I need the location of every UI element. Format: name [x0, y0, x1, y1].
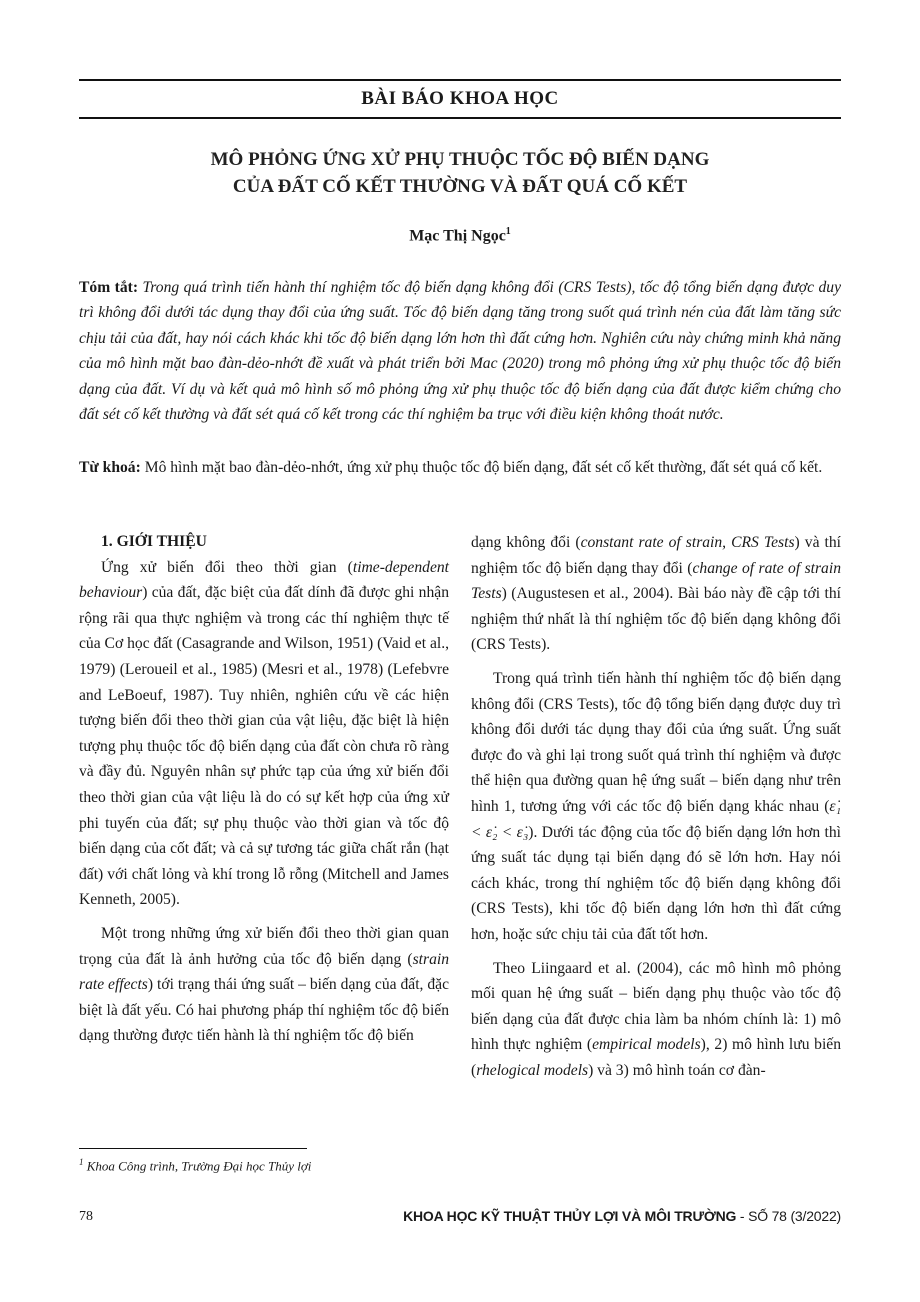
text-run: ) của đất, đặc biệt của đất dính đã được ghi nhận rộng rãi qua thực nghiệm và trong các thí nghiệm thực tế của Cơ học đất (Casagrande and Wilson, 1951) (Vaid et al., 1979) (Leroueil et al., 1985) (Mesri et al., 1978) (Lefebvre and LeBoeuf, 1987). Tuy nhiên, nghiên cứu về các hiện tượng biến đổi theo thời gian của vật liệu, đặc biệt là hiện tượng phụ thuộc tốc độ biến dạng của đất còn chưa rõ ràng và đầy đủ. Nguyên nhân sự phức tạp của ứng xử biến đổi theo thời gian của vật liệu là do có sự kết hợp của ứng xử phi tuyến của đất; sự phụ thuộc vào thời gian và tốc độ biến dạng của cốt đất; và cả sự tương tác giữa chất rắn (hạt đất) với chất lỏng và khí trong lỗ rỗng (Mitchell and James Kenneth, 2005). — [79, 584, 449, 909]
header-rule-bottom — [79, 117, 841, 119]
text-run: dạng không đổi ( — [471, 534, 581, 551]
abstract-label: Tóm tắt: — [79, 279, 139, 296]
right-column — [471, 530, 841, 1091]
paragraph — [79, 921, 449, 1049]
journal-name: KHOA HỌC KỸ THUẬT THỦY LỢI VÀ MÔI TRƯỜNG — [403, 1208, 737, 1224]
paper-title-line-1: MÔ PHỎNG ỨNG XỬ PHỤ THUỘC TỐC ĐỘ BIẾN DẠNG — [210, 149, 710, 170]
text-run: ), 2) mô hình lưu biến ( — [471, 1036, 841, 1079]
paragraph — [471, 530, 841, 658]
text-run: Trong quá trình tiến hành thí nghiệm tốc độ biến dạng không đổi (CRS Tests), tốc độ tổng biến dạng được duy trì không đổi dưới tác dụng thay đổi của ứng suất. Ứng suất được đo và ghi lại trong suốt quá trình thí nghiệm và được thể hiện qua đường quan hệ ứng suất – biến dạng như trên hình 1, tương ứng với các tốc độ biến dạng khác nhau ( — [471, 669, 841, 815]
text-run: ) tới trạng thái ứng suất – biến dạng của đất, đặc biệt là đất yếu. Có hai phương pháp thí nghiệm tốc độ biến dạng thường được tiến hành là thí nghiệm tốc độ biến — [79, 976, 449, 1045]
footnote-text: Khoa Công trình, Trường Đại học Thủy lợi — [86, 1158, 312, 1174]
author-affiliation-mark: 1 — [505, 226, 511, 237]
section-header: BÀI BÁO KHOA HỌC — [361, 88, 559, 109]
keywords — [79, 455, 841, 480]
footnote-mark: 1 — [79, 1157, 84, 1167]
section-heading-introduction: 1. GIỚI THIỆU — [101, 533, 207, 550]
italic-term: change of rate of strain Tests — [471, 559, 841, 603]
italic-term: strain rate effects — [79, 950, 449, 994]
strain-rate-inequality: ε̇₁ < ε̇₂ < ε̇₃ — [471, 797, 841, 841]
text-run: Theo Liingaard et al. (2004), các mô hình mô phỏng mối quan hệ ứng suất – biến dạng phụ thuộc vào tốc độ biến dạng của đất được chia làm ba nhóm chính là: 1) mô hình thực nghiệm ( — [471, 959, 841, 1054]
keywords-label: Từ khoá: — [79, 459, 141, 476]
author — [79, 226, 841, 245]
journal-footer — [403, 1208, 841, 1224]
italic-term: empirical models — [592, 1036, 701, 1054]
text-run: ). Dưới tác động của tốc độ biến dạng lớn hơn thì ứng suất tác dụng tại biến dạng đó sẽ lớn hơn. Hay nói cách khác, trong thí nghiệm tốc độ biến dạng không đổi (CRS Tests), khi tốc độ biến dạng lớn hơn thì đất cứng hơn, hoặc sức chịu tải của đất tốt hơn. — [471, 823, 842, 943]
journal-issue: - SỐ 78 (3/2022) — [736, 1208, 841, 1224]
paragraph — [471, 666, 841, 948]
text-run: Một trong những ứng xử biến đổi theo thời gian quan trọng của đất là ảnh hưởng của tốc độ biến dạng ( — [79, 924, 449, 968]
paper-title-line-2: CỦA ĐẤT CỐ KẾT THƯỜNG VÀ ĐẤT QUÁ CỐ KẾT — [232, 176, 688, 197]
paragraph — [79, 555, 449, 913]
keywords-text: Mô hình mặt bao đàn-dẻo-nhớt, ứng xử phụ thuộc tốc độ biến dạng, đất sét cố kết thường, đất sét quá cố kết. — [144, 459, 823, 476]
left-column — [79, 529, 449, 1057]
author-name: Mạc Thị Ngọc — [409, 227, 506, 245]
italic-term: time-dependent behaviour — [79, 558, 449, 602]
abstract — [79, 275, 841, 427]
text-run: Ứng xử biến đổi theo thời gian ( — [101, 558, 353, 576]
italic-term: constant rate of strain, CRS Tests — [580, 534, 795, 551]
footnote — [79, 1157, 311, 1174]
italic-term: rhelogical models — [476, 1061, 589, 1079]
paper-title — [79, 146, 841, 200]
text-run: ) (Augustesen et al., 2004). Bài báo này đề cập tới thí nghiệm thứ nhất là thí nghiệm tốc độ biến dạng không đổi (CRS Tests). — [471, 585, 841, 654]
abstract-text: Trong quá trình tiến hành thí nghiệm tốc độ biến dạng không đổi (CRS Tests), tốc độ tổng biến dạng được duy trì không đổi dưới tác dụng thay đổi của ứng suất. Tốc độ biến dạng tăng trong suốt quá trình nén của đất làm tăng sức chịu tải của đất, hay nói cách khác khi tốc độ biến dạng lớn hơn thì đất cứng hơn. Nghiên cứu này chứng minh khả năng của mô hình mặt bao đàn-dẻo-nhớt đề xuất và phát triển bởi Mac (2020) trong mô phỏng ứng xử phụ thuộc tốc độ biến dạng của đất. Ví dụ và kết quả mô hình số mô phỏng ứng xử phụ thuộc tốc độ biến dạng của đất được kiểm chứng cho đất sét cố kết thường và đất sét quá cố kết trong các thí nghiệm ba trục với điều kiện không thoát nước. — [79, 279, 841, 424]
page-number: 78 — [79, 1209, 93, 1224]
text-run: ) và 3) mô hình toán cơ đàn- — [588, 1061, 766, 1079]
footnote-rule — [79, 1148, 307, 1149]
header-rule-top — [79, 79, 841, 81]
text-run: ) và thí nghiệm tốc độ biến dạng thay đổi ( — [471, 534, 841, 577]
paragraph — [471, 956, 841, 1084]
